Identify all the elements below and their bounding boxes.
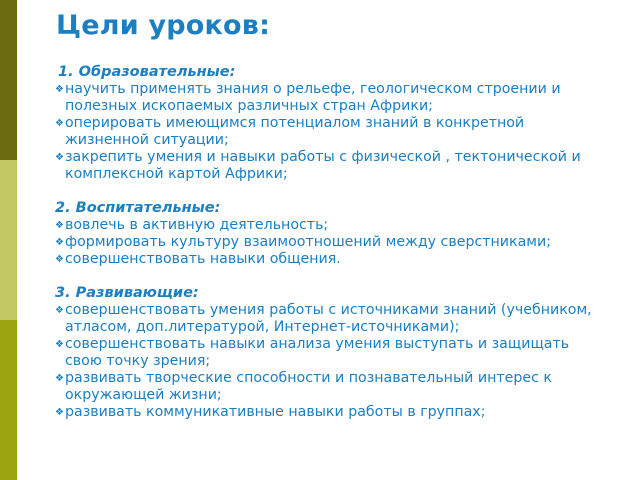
- bullet-icon: ❖: [55, 118, 64, 129]
- bullet-icon: ❖: [55, 339, 64, 350]
- list-item: [55, 149, 607, 183]
- section-educational: [55, 64, 607, 183]
- accent-bar-middle: [0, 160, 17, 320]
- section-heading: 2. Воспитательные:: [55, 200, 221, 216]
- spacer: [55, 268, 607, 285]
- list-item: [55, 370, 607, 404]
- bullet-icon: ❖: [55, 152, 64, 163]
- list-item-text: формировать культуру взаимоотношений между сверстниками;: [65, 234, 551, 250]
- bullet-icon: ❖: [55, 237, 64, 248]
- section-upbringing: [55, 200, 607, 268]
- list-item-text: совершенствовать умения работы с источниками знаний (учебником, атласом, доп.литературой, Интернет-источниками);: [65, 302, 592, 335]
- list-item-text: вовлечь в активную деятельность;: [65, 217, 329, 233]
- list-item: [55, 404, 607, 421]
- slide-content: [55, 64, 607, 421]
- list-item: [55, 302, 607, 336]
- list-item: [55, 81, 607, 115]
- list-item-text: научить применять знания о рельефе, геологическом строении и полезных ископаемых различных стран Африки;: [65, 81, 561, 114]
- section-developmental: [55, 285, 607, 421]
- bullet-icon: ❖: [55, 373, 64, 384]
- bullet-icon: ❖: [55, 84, 64, 95]
- spacer: [55, 183, 607, 200]
- accent-bar-bottom: [0, 320, 17, 480]
- section-heading: 1. Образовательные:: [58, 64, 236, 80]
- bullet-icon: ❖: [55, 407, 64, 418]
- accent-bar-top: [0, 0, 17, 160]
- section-heading: 3. Развивающие:: [55, 285, 199, 301]
- list-item-text: совершенствовать навыки общения.: [65, 251, 341, 267]
- list-item-text: оперировать имеющимся потенциалом знаний в конкретной жизненной ситуации;: [65, 115, 525, 148]
- slide-title: Цели уроков:: [56, 10, 271, 41]
- list-item-text: совершенствовать навыки анализа умения выступать и защищать свою точку зрения;: [65, 336, 570, 369]
- bullet-icon: ❖: [55, 220, 64, 231]
- list-item: [55, 234, 607, 251]
- list-item: [55, 336, 607, 370]
- list-item-text: развивать творческие способности и познавательный интерес к окружающей жизни;: [65, 370, 552, 403]
- list-item: [55, 217, 607, 234]
- bullet-icon: ❖: [55, 305, 64, 316]
- list-item: [55, 115, 607, 149]
- list-item: [55, 251, 607, 268]
- bullet-icon: ❖: [55, 254, 64, 265]
- list-item-text: развивать коммуникативные навыки работы в группах;: [65, 404, 486, 420]
- list-item-text: закрепить умения и навыки работы с физической , тектонической и комплексной картой Африки;: [65, 149, 581, 182]
